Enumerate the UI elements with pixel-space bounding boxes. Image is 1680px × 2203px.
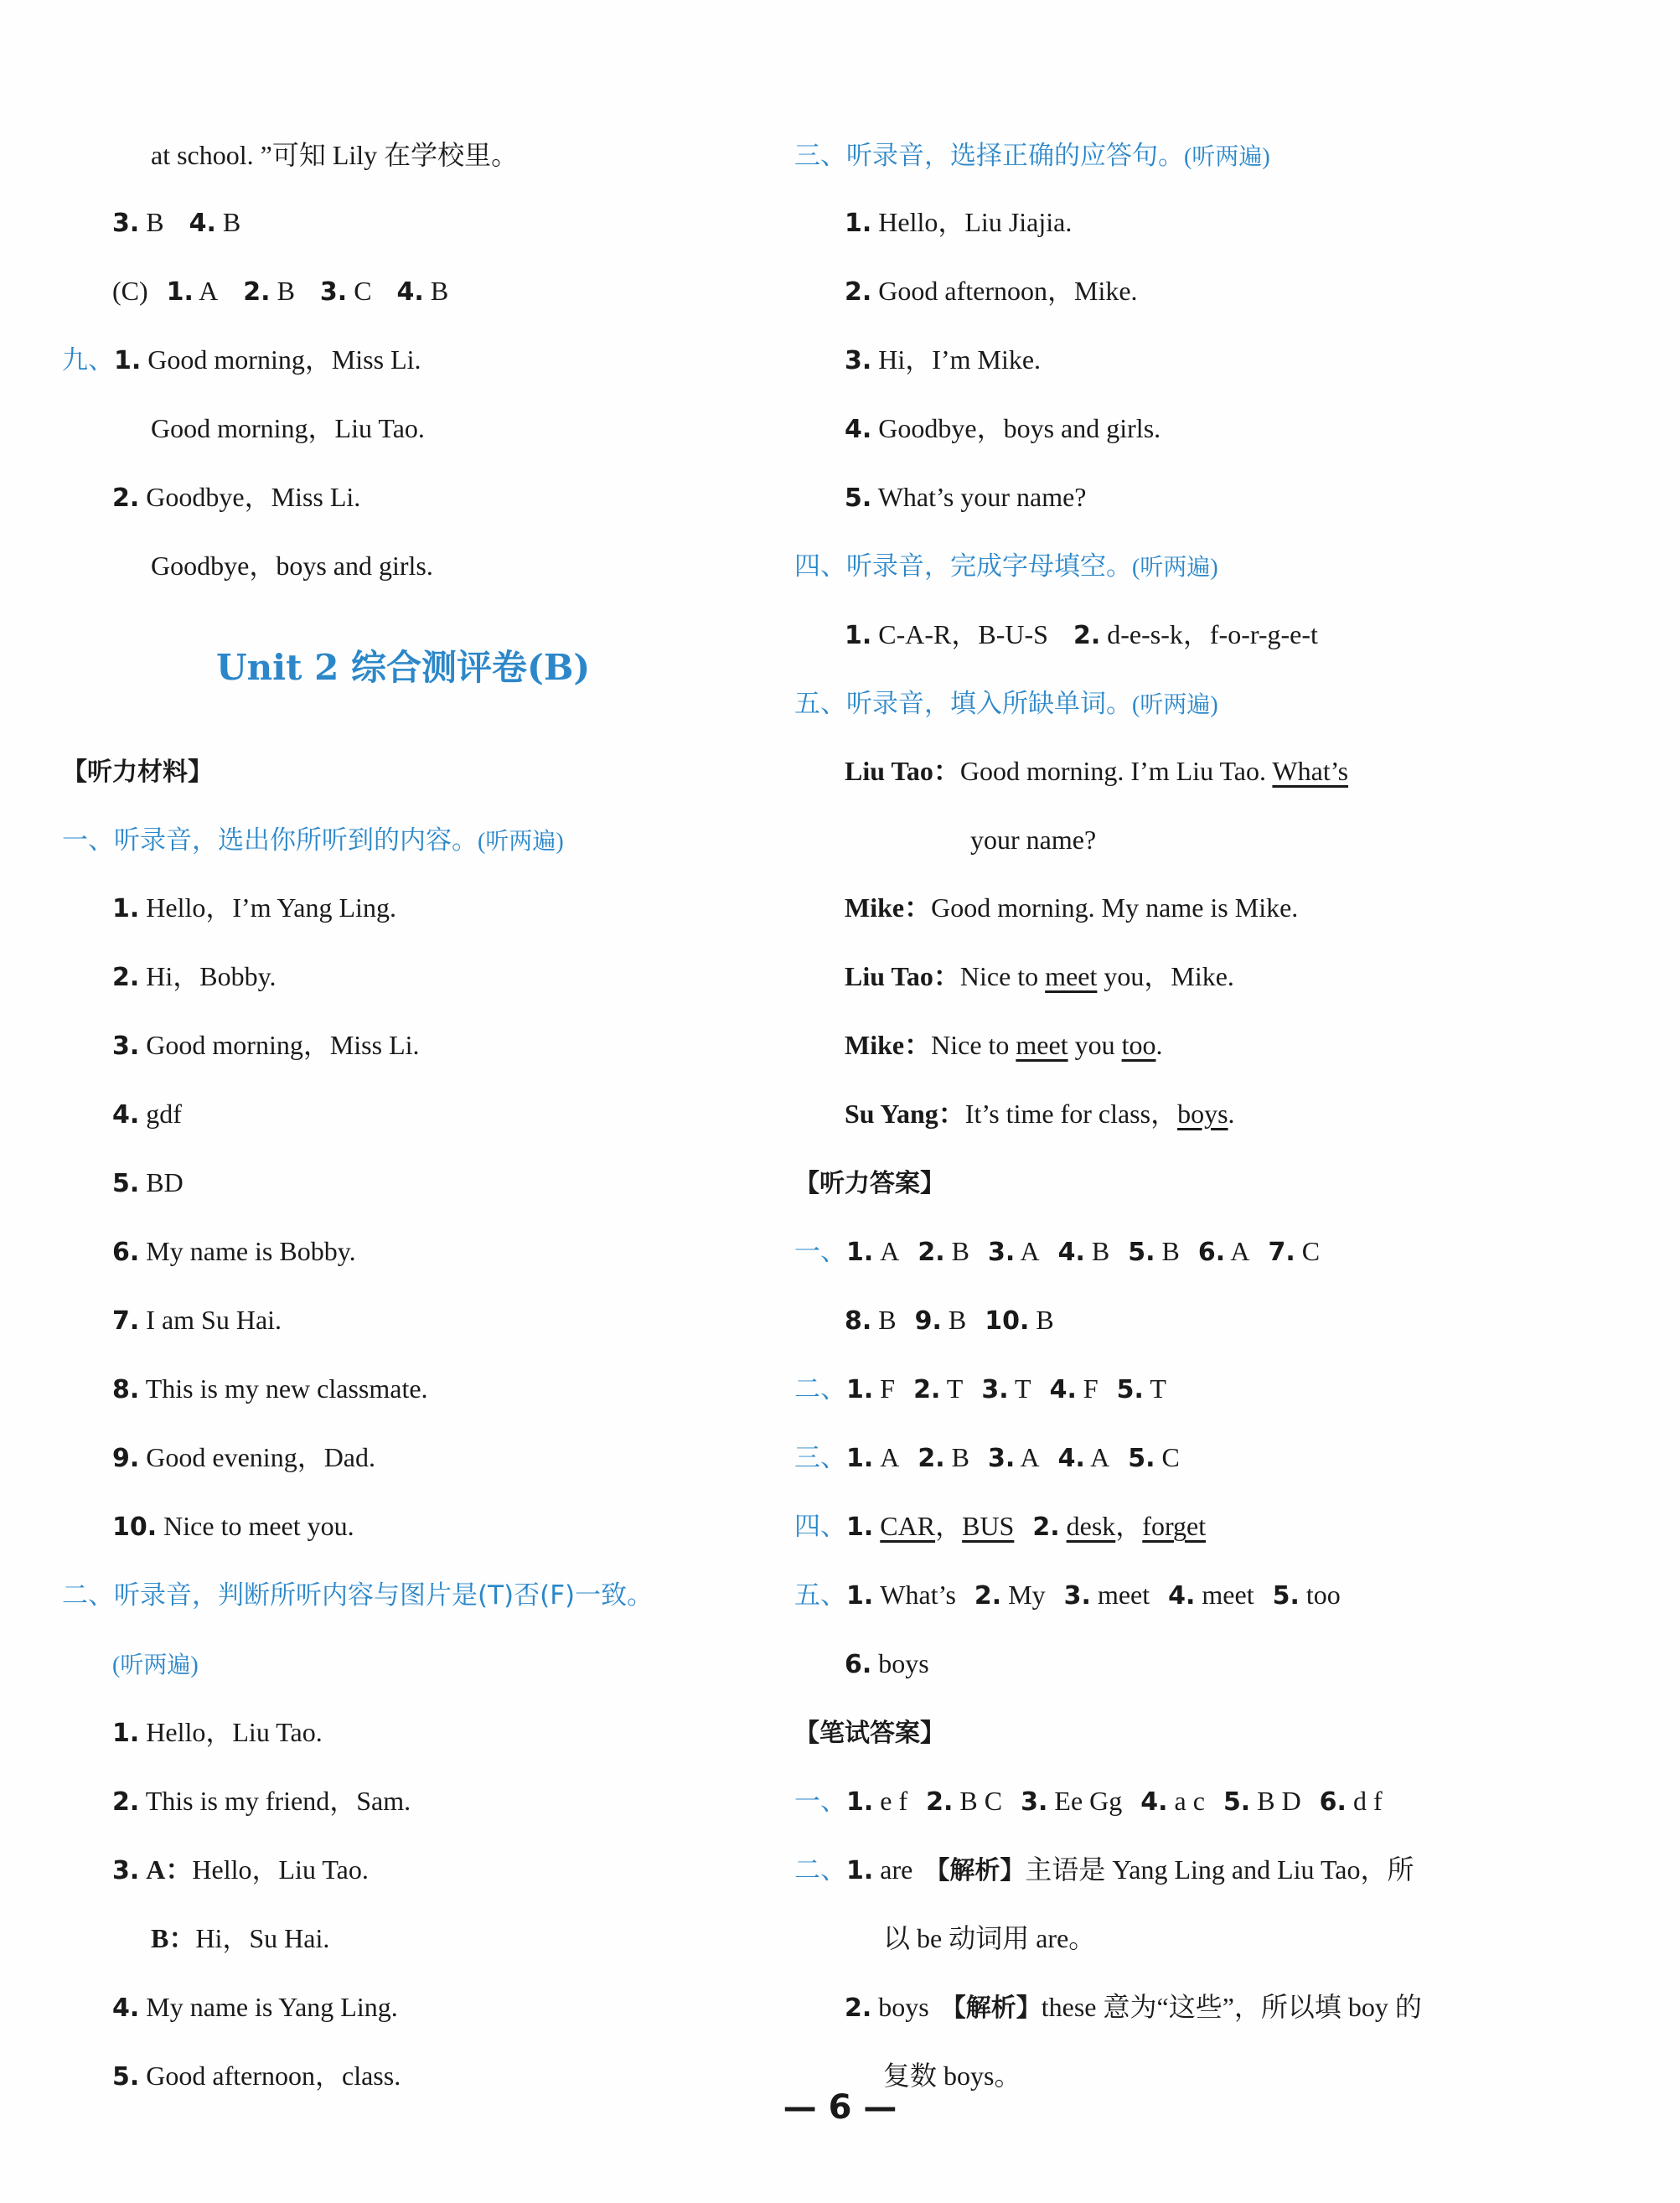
answer-line: 四、1. CAR，BUS 2. desk，forget <box>794 1511 1207 1542</box>
list-item: B：Hi，Su Hai. <box>151 1923 330 1953</box>
list-item: 2. Hi，Bobby. <box>112 961 277 992</box>
section-header: 【听力答案】 <box>794 1169 945 1198</box>
section-header: 【笔试答案】 <box>794 1719 945 1748</box>
dialog-line: Mike：Good morning. My name is Mike. <box>845 892 1299 923</box>
section-title: 四、听录音，完成字母填空。(听两遍) <box>794 551 1218 582</box>
section-header: 【听力材料】 <box>62 758 213 787</box>
list-item: 2. Good afternoon，Mike. <box>845 276 1138 307</box>
section-title: 五、听录音，填入所缺单词。(听两遍) <box>794 689 1218 719</box>
list-item: 7. I am Su Hai. <box>112 1305 282 1336</box>
answer-line: (C) 1. A 2. B 3. C 4. B <box>112 276 449 307</box>
list-item: 9. Good evening，Dad. <box>112 1442 376 1473</box>
answer-line: 2. boys 【解析】these 意为“这些”，所以填 boy 的 <box>845 1992 1422 2023</box>
answer-line: 6. boys <box>845 1648 929 1679</box>
list-item: 5. Good afternoon，class. <box>112 2061 401 2092</box>
dialog-line: Liu Tao：Nice to meet you，Mike. <box>845 961 1234 991</box>
section-title: 三、听录音，选择正确的应答句。(听两遍) <box>794 141 1270 171</box>
list-item: 1. C-A-R，B-U-S 2. d-e-s-k，f-o-r-g-e-t <box>845 619 1318 650</box>
list-item: 5. BD <box>112 1167 184 1198</box>
answer-line: 3. B 4. B <box>112 207 241 238</box>
list-item: 10. Nice to meet you. <box>112 1511 354 1542</box>
list-item: 5. What’s your name? <box>845 482 1087 513</box>
answer-line: 2. Goodbye，Miss Li. <box>112 482 361 513</box>
unit-title: Unit 2 综合测评卷(B) <box>216 647 591 688</box>
answer-line: 二、1. are 【解析】主语是 Yang Ling and Liu Tao，所 <box>794 1854 1414 1885</box>
list-item: 4. gdf <box>112 1099 182 1130</box>
list-item: 8. This is my new classmate. <box>112 1373 428 1404</box>
list-item: 3. Good morning，Miss Li. <box>112 1030 420 1061</box>
list-item: 4. My name is Yang Ling. <box>112 1992 398 2023</box>
explanation-line: 复数 boys。 <box>883 2061 1021 2091</box>
text-line: at school. ”可知 Lily 在学校里。 <box>151 140 519 170</box>
page-number: — 6 — <box>783 2088 897 2127</box>
dialog-line: Su Yang：It’s time for class，boys. <box>845 1099 1235 1129</box>
dialog-line: Liu Tao：Good morning. I’m Liu Tao. What’s <box>845 756 1349 786</box>
text-line: Goodbye，boys and girls. <box>151 551 433 581</box>
list-item: 1. Hello，I’m Yang Ling. <box>112 892 396 923</box>
answer-line: 一、1. e f 2. B C 3. Ee Gg 4. a c 5. B D 6. d f <box>794 1786 1383 1817</box>
answer-line: 三、1. A 2. B 3. A 4. A 5. C <box>794 1442 1180 1473</box>
dialog-line: your name? <box>970 825 1097 855</box>
list-item: 3. Hi，I’m Mike. <box>845 344 1042 375</box>
answer-line: 五、1. What’s 2. My 3. meet 4. meet 5. too <box>794 1580 1341 1611</box>
answer-line: 九、1. Good morning，Miss Li. <box>62 344 421 375</box>
list-item: 3. A：Hello，Liu Tao. <box>112 1854 369 1885</box>
section-title: 一、听录音，选出你所听到的内容。(听两遍) <box>62 825 564 856</box>
answer-line: 二、1. F 2. T 3. T 4. F 5. T <box>794 1373 1166 1404</box>
dialog-line: Mike：Nice to meet you too. <box>845 1030 1163 1060</box>
list-item: 1. Hello，Liu Tao. <box>112 1717 323 1748</box>
text-line: Good morning，Liu Tao. <box>151 413 425 443</box>
section-hint: (听两遍) <box>112 1652 199 1678</box>
list-item: 6. My name is Bobby. <box>112 1236 356 1267</box>
section-title: 二、听录音，判断所听内容与图片是(T)否(F)一致。 <box>62 1580 654 1611</box>
answer-line: 8. B 9. B 10. B <box>845 1305 1054 1336</box>
list-item: 2. This is my friend，Sam. <box>112 1786 411 1817</box>
answer-line: 一、1. A 2. B 3. A 4. B 5. B 6. A 7. C <box>794 1236 1321 1267</box>
list-item: 4. Goodbye，boys and girls. <box>845 413 1161 444</box>
list-item: 1. Hello，Liu Jiajia. <box>845 207 1073 238</box>
explanation-line: 以 be 动词用 are。 <box>883 1923 1096 1953</box>
